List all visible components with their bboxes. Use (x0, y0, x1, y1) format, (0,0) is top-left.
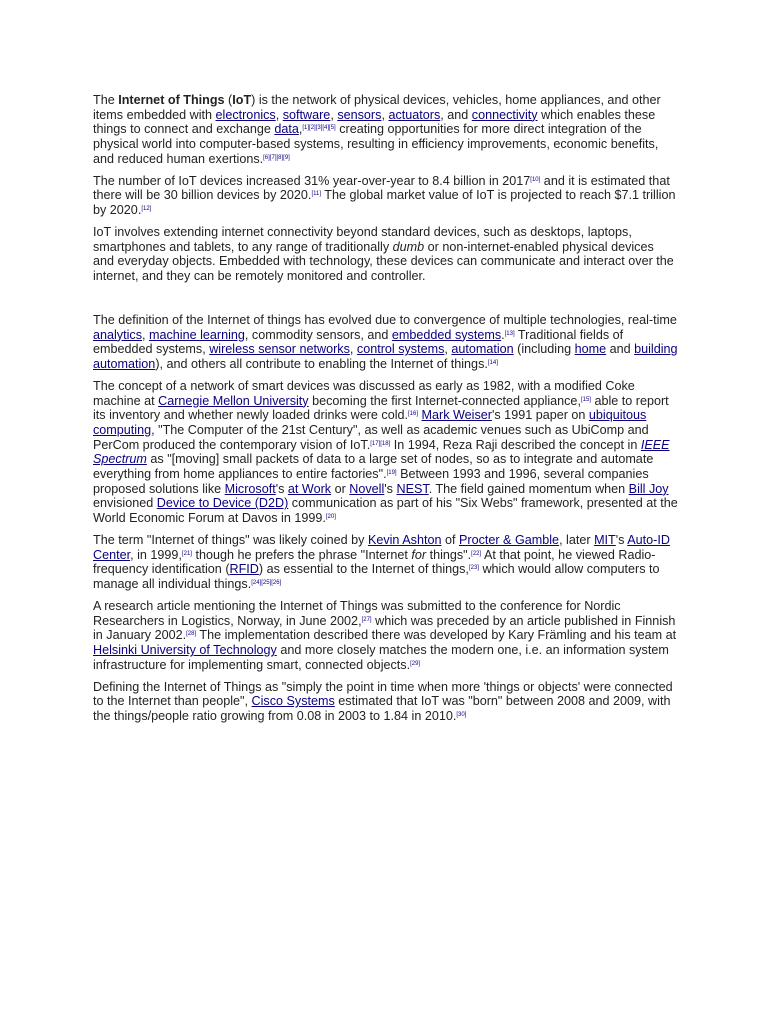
text-run: things". (426, 547, 472, 562)
text-run: , (330, 107, 338, 122)
text-run: , (444, 342, 452, 357)
citation-ref[interactable]: [13] (504, 330, 515, 337)
text-run: . The field gained momentum when (428, 481, 629, 496)
text-run: of (441, 533, 459, 548)
link-rfid[interactable]: RFID (229, 562, 259, 577)
link-machine-learning[interactable]: machine learning (149, 327, 245, 342)
bold-term: Internet of Things (118, 93, 225, 107)
text-run: ( (224, 93, 233, 107)
link-mark-weiser[interactable]: Mark Weiser (421, 408, 492, 423)
italic-text: for (411, 547, 427, 562)
link-carnegie-mellon-university[interactable]: Carnegie Mellon University (158, 393, 309, 408)
text-run: (including (513, 342, 575, 357)
text-run: becoming the first Internet-connected appliance, (308, 393, 581, 408)
text-run: Between 1993 and 1996, several companies proposed solutions like (93, 467, 649, 496)
text-run: Defining the Internet of Things as "simply the point in time when more 'things or objects' were connected to the Internet than people", (93, 679, 673, 709)
link-microsoft[interactable]: Microsoft (224, 481, 276, 496)
citation-ref[interactable]: [1][2][3][4][5] (302, 125, 336, 132)
text-run: 's 1991 paper on (491, 408, 589, 423)
text-run: . (501, 327, 505, 342)
article-body (93, 93, 678, 731)
link-data[interactable]: data (274, 122, 299, 137)
paragraph (93, 680, 678, 724)
text-run: , commodity sensors, and (244, 327, 392, 342)
bold-term: IoT (232, 93, 252, 107)
citation-ref[interactable]: [15] (580, 396, 591, 403)
text-run: The (93, 93, 119, 107)
link-sensors[interactable]: sensors (337, 107, 382, 122)
link-software[interactable]: software (282, 107, 331, 122)
text-run: , and (440, 107, 472, 122)
text-run: and more closely matches the modern one, i.e. an information system infrastructure for implementing smart, connected objects. (93, 643, 669, 672)
text-run: and it is estimated that there will be 30 billion devices by 2020. (93, 173, 670, 203)
link-device-to-device-d2d[interactable]: Device to Device (D2D) (156, 496, 289, 511)
citation-ref[interactable]: [20] (325, 514, 336, 521)
citation-ref[interactable]: [23] (468, 565, 479, 572)
citation-ref[interactable]: [28] (186, 631, 197, 638)
link-ubiquitous-computing[interactable]: ubiquitous computing (93, 408, 647, 437)
citation-ref[interactable]: [12] (141, 206, 152, 213)
link-cisco-systems[interactable]: Cisco Systems (251, 694, 335, 709)
text-run: , (275, 107, 283, 122)
link-helsinki-university-of-technology[interactable]: Helsinki University of Technology (93, 643, 277, 658)
link-bill-joy[interactable]: Bill Joy (628, 481, 669, 496)
citation-ref[interactable]: [16] (408, 411, 419, 418)
text-run: ) is the network of physical devices, vehicles, home appliances, and other items embedded with (93, 93, 661, 122)
text-run: ) as essential to the Internet of things, (258, 562, 469, 577)
text-run: , (142, 327, 149, 342)
text-run: envisioned (93, 496, 157, 511)
text-run: , in 1999, (130, 547, 182, 562)
paragraph (93, 599, 678, 673)
text-run: which would allow computers to manage all individual things. (93, 562, 660, 592)
link-embedded-systems[interactable]: embedded systems (391, 327, 502, 342)
link-procter-gamble[interactable]: Procter & Gamble (458, 533, 560, 548)
citation-ref[interactable]: [29] (410, 660, 421, 667)
text-run: , "The Computer of the 21st Century", as well as academic venues such as UbiComp and PerCom produced the contemporary vision of IoT. (93, 422, 649, 452)
link-actuators[interactable]: actuators (388, 107, 441, 122)
citation-ref[interactable]: [6][7][8][9] (263, 154, 290, 161)
paragraph (93, 533, 678, 592)
text-run: In 1994, Reza Raji described the concept in (390, 437, 641, 452)
text-run: and (606, 342, 635, 357)
text-run: The implementation described there was developed by Kary Främling and his team at (196, 628, 677, 643)
paragraph (93, 313, 678, 372)
italic-text: dumb (392, 239, 425, 254)
link-home[interactable]: home (574, 342, 607, 357)
citation-ref[interactable]: [21] (181, 550, 192, 557)
paragraph (93, 225, 678, 284)
link-connectivity[interactable]: connectivity (471, 107, 538, 122)
paragraph (93, 93, 678, 167)
text-run: , (298, 122, 303, 137)
link-ieee-spectrum[interactable]: IEEE Spectrum (93, 437, 670, 467)
text-run: estimated that IoT was "born" between 2008 and 2009, with the things/people ratio growing from 0.08 in 2003 to 1.84 in 2010. (93, 694, 671, 724)
text-run: 's (615, 533, 628, 548)
citation-ref[interactable]: [22] (471, 550, 482, 557)
citation-ref[interactable]: [17][18] (370, 440, 391, 447)
link-mit[interactable]: MIT (594, 533, 616, 548)
text-run: 's (384, 481, 397, 496)
link-auto-id-center[interactable]: Auto-ID Center (93, 533, 670, 562)
link-electronics[interactable]: electronics (215, 107, 276, 122)
paragraph (93, 379, 678, 526)
text-run: The definition of the Internet of things has evolved due to convergence of multiple technologies, real-time (93, 312, 677, 327)
text-run: though he prefers the phrase "Internet (191, 547, 412, 562)
text-run: IoT involves extending internet connectivity beyond standard devices, such as desktops, laptops, smartphones and tablets, to any range of traditionally (93, 225, 632, 254)
text-run: 's (275, 481, 288, 496)
link-automation[interactable]: automation (451, 342, 514, 357)
citation-ref[interactable]: [27] (361, 616, 372, 623)
text-run: The term "Internet of things" was likely coined by (93, 533, 368, 548)
text-run: , (381, 107, 389, 122)
paragraph (93, 174, 678, 218)
citation-ref[interactable]: [14] (487, 359, 498, 366)
text-run: The number of IoT devices increased 31% year-over-year to 8.4 billion in 2017 (93, 173, 531, 188)
text-run: The global market value of IoT is projected to reach $7.1 trillion by 2020. (93, 188, 676, 218)
link-wireless-sensor-networks[interactable]: wireless sensor networks (209, 342, 350, 357)
link-at-work[interactable]: at Work (287, 481, 332, 496)
text-run: , later (559, 533, 595, 548)
link-control-systems[interactable]: control systems (356, 342, 445, 357)
text-run: as "[moving] small packets of data to a large set of nodes, so as to integrate and automate everything from home appliances to entire factories". (93, 452, 654, 482)
citation-ref[interactable]: [30] (456, 712, 467, 719)
citation-ref[interactable]: [11] (311, 191, 321, 198)
text-run: ), and others all contribute to enabling the Internet of things. (155, 356, 488, 371)
link-analytics[interactable]: analytics (93, 327, 142, 342)
link-kevin-ashton[interactable]: Kevin Ashton (367, 533, 442, 548)
text-run: or (331, 481, 350, 496)
citation-ref[interactable]: [19] (386, 470, 397, 477)
citation-ref[interactable]: [24][25][26] (251, 580, 282, 587)
text-run: which was preceded by an article published in Finnish in January 2002. (93, 613, 676, 643)
text-run: or non-internet-enabled physical devices and everyday objects. Embedded with technology, these devices can communicate and interact over the internet, and they can be remotely monitored and controller. (93, 239, 674, 284)
text-run: The concept of a network of smart devices was discussed as early as 1982, with a modified Coke machine at (93, 378, 635, 408)
text-run: able to report its inventory and whether newly loaded drinks were cold. (93, 393, 669, 423)
link-novell[interactable]: Novell (349, 481, 385, 496)
text-run: At that point, he viewed Radio-frequency identification ( (93, 547, 656, 577)
text-run: , (349, 342, 357, 357)
citation-ref[interactable]: [10] (530, 176, 541, 183)
text-run: which enables these things to connect and exchange (93, 107, 656, 137)
text-run: communication as part of his "Six Webs" framework, presented at the World Economic Forum at Davos in 1999. (93, 496, 678, 526)
text-run: A research article mentioning the Internet of Things was submitted to the conference for Nordic Researchers in Logistics, Norway, in June 2002, (93, 599, 621, 628)
link-building-automation[interactable]: building automation (93, 342, 678, 371)
link-nest[interactable]: NEST (396, 481, 429, 496)
text-run: Traditional fields of embedded systems, (93, 327, 624, 357)
text-run: creating opportunities for more direct integration of the physical world into computer-based systems, resulting in efficiency improvements, economic benefits, and reduced human exertions. (93, 122, 659, 166)
